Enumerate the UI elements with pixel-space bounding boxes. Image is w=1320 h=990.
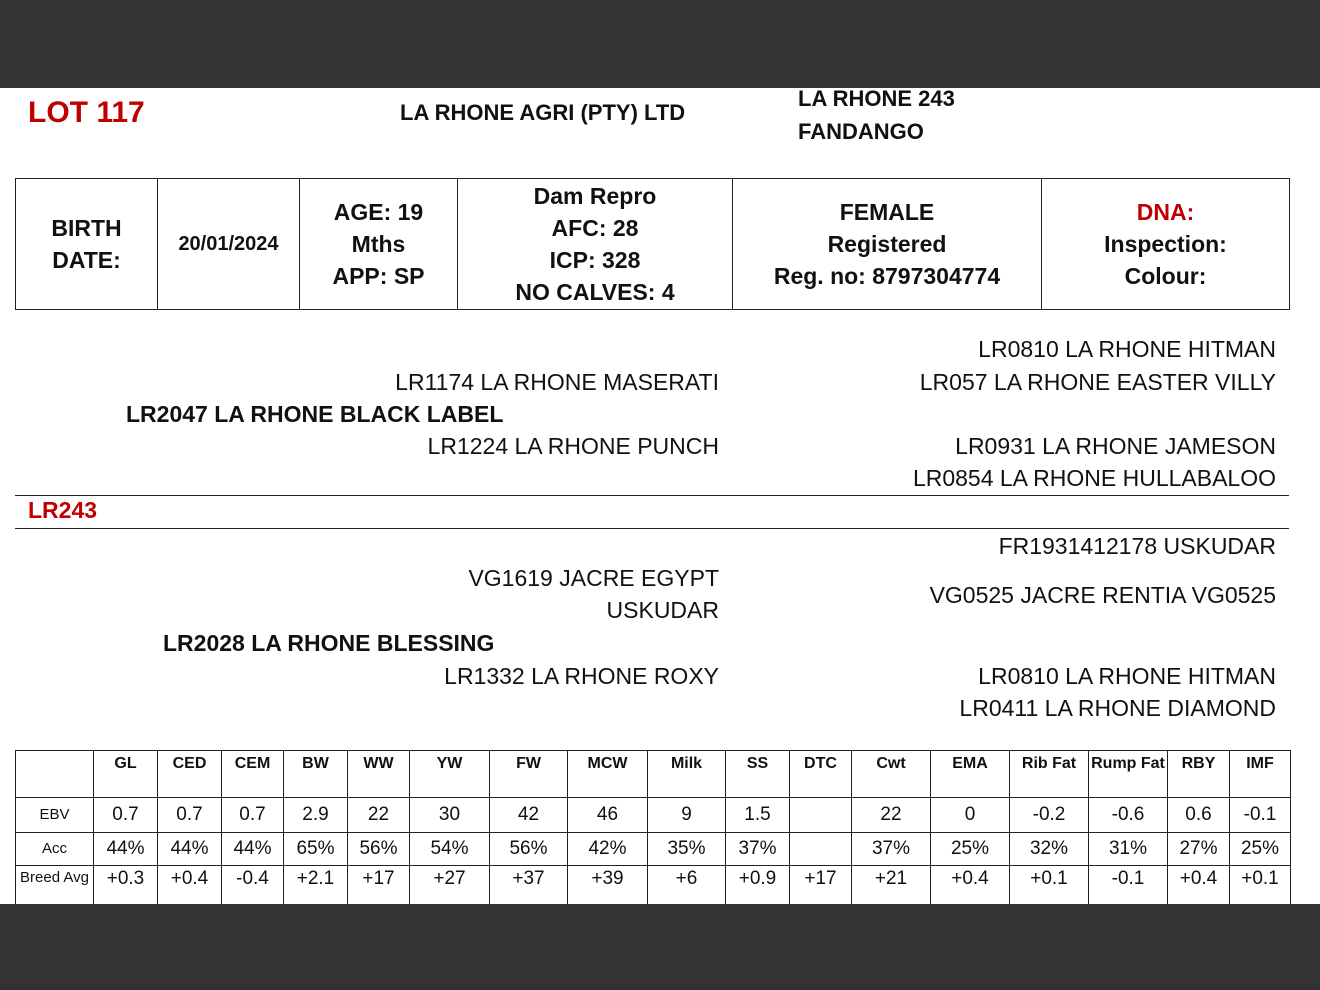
ebv-cell: 44% bbox=[158, 833, 222, 866]
sire-dam-sire: LR0931 LA RHONE JAMESON bbox=[955, 433, 1276, 459]
divider-bottom bbox=[15, 528, 1289, 529]
ebv-row bbox=[16, 798, 1291, 833]
ebv-table bbox=[15, 750, 1291, 904]
ebv-cell: 44% bbox=[94, 833, 158, 866]
dna-label: DNA: bbox=[1136, 199, 1195, 225]
inspection-label: Inspection: bbox=[1104, 231, 1227, 257]
ebv-header-cell: EMA bbox=[931, 751, 1010, 798]
sire: LR2047 LA RHONE BLACK LABEL bbox=[126, 401, 504, 427]
ebv-header-cell: DTC bbox=[790, 751, 852, 798]
ebv-cell: +0.4 bbox=[158, 866, 222, 905]
ebv-cell: 56% bbox=[490, 833, 568, 866]
colour-label: Colour: bbox=[1124, 263, 1207, 289]
ebv-cell: +0.9 bbox=[726, 866, 790, 905]
breeder-name: LA RHONE AGRI (PTY) LTD bbox=[400, 100, 686, 125]
ebv-header-cell: WW bbox=[348, 751, 410, 798]
sire-sire: LR1174 LA RHONE MASERATI bbox=[395, 369, 719, 395]
sire-dam: LR1224 LA RHONE PUNCH bbox=[427, 433, 719, 459]
ebv-header-cell: Rib Fat bbox=[1010, 751, 1089, 798]
ebv-row-label: Breed Avg bbox=[16, 866, 94, 905]
ebv-cell bbox=[790, 798, 852, 833]
ebv-cell: 56% bbox=[348, 833, 410, 866]
dam-repro-cell bbox=[458, 179, 733, 310]
ebv-cell: 9 bbox=[648, 798, 726, 833]
sire-sire-sire: LR0810 LA RHONE HITMAN bbox=[978, 336, 1276, 362]
ebv-cell bbox=[790, 833, 852, 866]
ebv-cell: +37 bbox=[490, 866, 568, 905]
ebv-cell: +0.1 bbox=[1230, 866, 1291, 905]
ebv-cell: 37% bbox=[852, 833, 931, 866]
ebv-cell: 0.7 bbox=[222, 798, 284, 833]
ebv-header-cell: RBY bbox=[1168, 751, 1230, 798]
ebv-header-cell: YW bbox=[410, 751, 490, 798]
ebv-cell: +0.4 bbox=[931, 866, 1010, 905]
birth-date-value: 20/01/2024 bbox=[158, 179, 300, 310]
ebv-cell: 0.7 bbox=[94, 798, 158, 833]
sire-dam-dam: LR0854 LA RHONE HULLABALOO bbox=[912, 465, 1276, 491]
ebv-cell: +17 bbox=[790, 866, 852, 905]
divider-top bbox=[15, 495, 1289, 496]
afc: AFC: 28 bbox=[551, 215, 639, 241]
ebv-header-cell: CED bbox=[158, 751, 222, 798]
ebv-header-cell: MCW bbox=[568, 751, 648, 798]
ebv-cell: 35% bbox=[648, 833, 726, 866]
ebv-cell: 25% bbox=[1230, 833, 1291, 866]
animal-name bbox=[798, 88, 1058, 148]
ebv-cell: -0.6 bbox=[1089, 798, 1168, 833]
app: APP: SP bbox=[332, 263, 425, 289]
ebv-header-cell: SS bbox=[726, 751, 790, 798]
dam-dam: LR1332 LA RHONE ROXY bbox=[444, 663, 719, 689]
registration-number: Reg. no: 8797304774 bbox=[773, 263, 1001, 289]
dam-sire-line1: VG1619 JACRE EGYPT bbox=[468, 565, 719, 591]
registration-cell bbox=[733, 179, 1042, 310]
ebv-header-cell: Milk bbox=[648, 751, 726, 798]
ebv-header-cell: IMF bbox=[1230, 751, 1291, 798]
ebv-cell: -0.1 bbox=[1230, 798, 1291, 833]
sire-sire-dam: LR057 LA RHONE EASTER VILLY bbox=[919, 369, 1276, 395]
animal-name-line1: LA RHONE 243 bbox=[798, 88, 955, 111]
ebv-cell: 54% bbox=[410, 833, 490, 866]
ebv-cell: +21 bbox=[852, 866, 931, 905]
dam-sire-dam: VG0525 JACRE RENTIA VG0525 bbox=[929, 582, 1276, 608]
registration-status: Registered bbox=[827, 231, 947, 257]
dam-dam-dam: LR0411 LA RHONE DIAMOND bbox=[959, 695, 1276, 721]
ebv-header-cell: Rump Fat bbox=[1089, 751, 1168, 798]
ebv-header-cell: Cwt bbox=[852, 751, 931, 798]
icp: ICP: 328 bbox=[549, 247, 641, 273]
ebv-row bbox=[16, 866, 1291, 905]
ebv-cell: +27 bbox=[410, 866, 490, 905]
ebv-cell: -0.2 bbox=[1010, 798, 1089, 833]
ebv-cell: +6 bbox=[648, 866, 726, 905]
ebv-cell: -0.4 bbox=[222, 866, 284, 905]
ebv-cell: 44% bbox=[222, 833, 284, 866]
no-calves: NO CALVES: 4 bbox=[515, 279, 675, 305]
ebv-cell: 0.6 bbox=[1168, 798, 1230, 833]
ebv-row-label: Acc bbox=[16, 833, 94, 866]
age-cell bbox=[300, 179, 458, 310]
dna-cell bbox=[1042, 179, 1290, 310]
ebv-header-cell: BW bbox=[284, 751, 348, 798]
ebv-cell: +0.1 bbox=[1010, 866, 1089, 905]
age: AGE: 19 bbox=[333, 199, 424, 225]
ebv-cell: 0.7 bbox=[158, 798, 222, 833]
ebv-cell: +0.4 bbox=[1168, 866, 1230, 905]
ebv-cell: +2.1 bbox=[284, 866, 348, 905]
ebv-cell: 0 bbox=[931, 798, 1010, 833]
ebv-row-label: EBV bbox=[16, 798, 94, 833]
ebv-cell: 37% bbox=[726, 833, 790, 866]
dam-sire-line2: USKUDAR bbox=[606, 597, 719, 623]
ebv-cell: 2.9 bbox=[284, 798, 348, 833]
ebv-cell: 65% bbox=[284, 833, 348, 866]
dam-sire-sire: FR1931412178 USKUDAR bbox=[998, 533, 1276, 559]
ebv-header-row bbox=[16, 751, 1291, 798]
ebv-cell: 42% bbox=[568, 833, 648, 866]
ebv-row bbox=[16, 833, 1291, 866]
ebv-cell: 27% bbox=[1168, 833, 1230, 866]
ebv-cell: 22 bbox=[852, 798, 931, 833]
lot-number: LOT 117 bbox=[28, 96, 145, 129]
ebv-cell: 32% bbox=[1010, 833, 1089, 866]
ebv-cell: 30 bbox=[410, 798, 490, 833]
ebv-cell: 1.5 bbox=[726, 798, 790, 833]
ebv-cell: 25% bbox=[931, 833, 1010, 866]
birth-date-label: BIRTH DATE: bbox=[16, 179, 158, 310]
animal-name-line2: FANDANGO bbox=[798, 119, 924, 144]
ebv-header-cell: FW bbox=[490, 751, 568, 798]
dam: LR2028 LA RHONE BLESSING bbox=[163, 630, 495, 656]
animal-id: LR243 bbox=[28, 497, 98, 523]
dam-repro-title: Dam Repro bbox=[533, 183, 657, 209]
ebv-cell: +39 bbox=[568, 866, 648, 905]
sex: FEMALE bbox=[839, 199, 935, 225]
dam-sire bbox=[468, 562, 719, 626]
ebv-header-blank bbox=[16, 751, 94, 798]
ebv-cell: 46 bbox=[568, 798, 648, 833]
ebv-cell: 31% bbox=[1089, 833, 1168, 866]
ebv-cell: +17 bbox=[348, 866, 410, 905]
ebv-cell: +0.3 bbox=[94, 866, 158, 905]
ebv-cell: 22 bbox=[348, 798, 410, 833]
animal-info-table bbox=[15, 178, 1290, 310]
dam-dam-sire: LR0810 LA RHONE HITMAN bbox=[978, 663, 1276, 689]
ebv-header-cell: CEM bbox=[222, 751, 284, 798]
lot-sheet-page bbox=[0, 88, 1320, 904]
ebv-header-cell: GL bbox=[94, 751, 158, 798]
ebv-cell: -0.1 bbox=[1089, 866, 1168, 905]
age-unit: Mths bbox=[351, 231, 406, 257]
ebv-cell: 42 bbox=[490, 798, 568, 833]
